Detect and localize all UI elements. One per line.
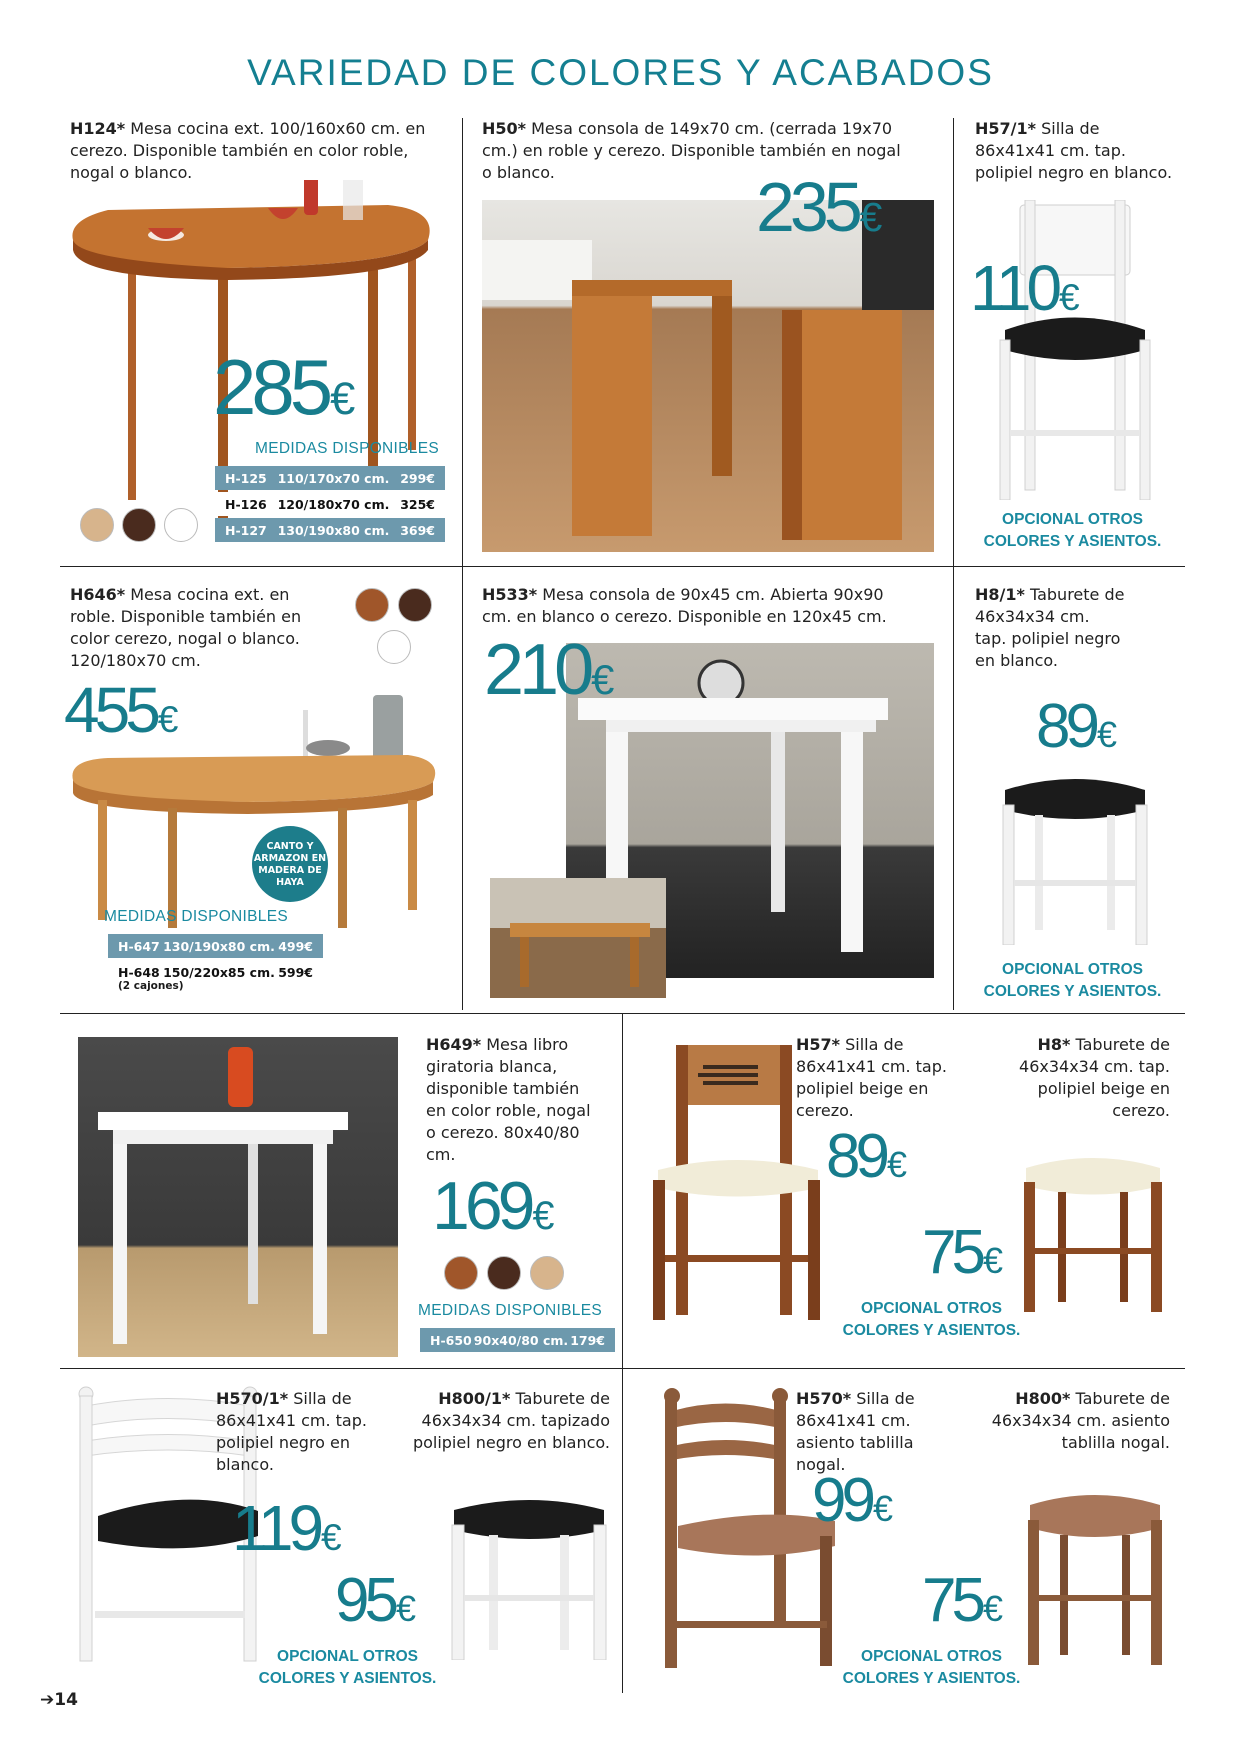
price-currency: €: [982, 1588, 1003, 1629]
price-value: 89: [1036, 692, 1095, 761]
product-code: H57/1*: [975, 119, 1036, 138]
color-swatch-walnut: [122, 508, 156, 542]
divider: [462, 118, 463, 1010]
price-currency: €: [1096, 714, 1117, 755]
optional-note-line: OPCIONAL OTROS: [1002, 511, 1143, 528]
product-desc-text: Mesa libro giratoria blanca, disponible también en color roble, nogal o cerezo. 80x40/80 cm.: [426, 1035, 591, 1164]
product-price: [213, 343, 356, 431]
color-swatch-oak: [530, 1256, 564, 1290]
product-description: [980, 1034, 1170, 1122]
price-currency: €: [330, 373, 356, 424]
product-desc-text: Mesa consola de 90x45 cm. Abierta 90x90 cm. en blanco o cerezo. Disponible en 120x45 cm.: [482, 585, 887, 626]
product-code: H800*: [1015, 1389, 1071, 1408]
measure-price: 325€: [400, 496, 435, 512]
measure-row: [215, 466, 445, 490]
feature-badge: CANTO Y ARMAZON EN MADERA DE HAYA: [252, 826, 328, 902]
product-code: H570/1*: [216, 1389, 289, 1408]
price-value: 235: [756, 168, 858, 246]
optional-note-line: COLORES Y ASIENTOS.: [842, 1322, 1021, 1339]
price-currency: €: [157, 698, 179, 740]
price-currency: €: [886, 1144, 907, 1185]
price-value: 75: [922, 1566, 981, 1635]
product-description: [410, 1388, 610, 1454]
product-price: [922, 1218, 1003, 1287]
product-desc-text: Mesa cocina ext. en roble. Disponible también en color cerezo, nogal o blanco. 120/180x70 cm.: [70, 585, 302, 670]
divider: [60, 566, 1185, 567]
optional-note-line: OPCIONAL OTROS: [861, 1300, 1002, 1317]
product-price: [922, 1566, 1003, 1635]
color-swatch-cherry: [444, 1256, 478, 1290]
product-code: H570*: [796, 1389, 852, 1408]
price-value: 110: [970, 252, 1058, 324]
product-code: H8/1*: [975, 585, 1025, 604]
price-value: 119: [232, 1492, 320, 1564]
product-price: [232, 1492, 342, 1564]
measure-row: [108, 934, 323, 958]
optional-note-line: OPCIONAL OTROS: [277, 1648, 418, 1665]
product-price: [432, 1168, 555, 1244]
measure-size: 130/190x80 cm.: [277, 522, 390, 538]
product-desc-text: Silla de 86x41x41 cm. tap. polipiel negro en blanco.: [216, 1389, 367, 1474]
measures-title: MEDIDAS DISPONIBLES: [104, 908, 288, 925]
measure-size: 130/190x80 cm.: [163, 938, 275, 954]
measure-size: 120/180x70 cm.: [277, 496, 390, 512]
measure-price: 369€: [400, 522, 435, 538]
product-description: [426, 1034, 601, 1166]
optional-note: [824, 1298, 1039, 1342]
price-value: 95: [335, 1566, 394, 1635]
measure-code: H-647: [118, 938, 160, 954]
page-title: VARIEDAD DE COLORES Y ACABADOS: [247, 52, 994, 93]
measure-size: 110/170x70 cm.: [277, 470, 390, 486]
optional-note: [965, 959, 1180, 1003]
divider: [60, 1368, 1185, 1369]
price-currency: €: [1059, 276, 1080, 318]
measure-price: 499€: [278, 938, 313, 954]
product-code: H50*: [482, 119, 527, 138]
product-description: [482, 584, 912, 628]
product-desc-text: Silla de 86x41x41 cm. tap. polipiel beige en cerezo.: [796, 1035, 947, 1120]
product-photo-console-open: [490, 878, 666, 998]
color-swatch-walnut: [398, 588, 432, 622]
product-code: H57*: [796, 1035, 841, 1054]
product-code: H800/1*: [438, 1389, 511, 1408]
measures-title: MEDIDAS DISPONIBLES: [255, 440, 439, 457]
product-code: H649*: [426, 1035, 482, 1054]
product-desc-text: Taburete de 46x34x34 cm. tap. polipiel negro en blanco.: [975, 585, 1125, 670]
product-desc-text: Silla de 86x41x41 cm. asiento tablilla nogal.: [796, 1389, 915, 1474]
color-swatch-oak: [80, 508, 114, 542]
price-currency: €: [982, 1240, 1003, 1281]
product-price: [812, 1466, 893, 1535]
product-description: [70, 584, 328, 672]
product-price: [484, 630, 615, 710]
product-code: H124*: [70, 119, 126, 138]
measure-size: 150/220x85 cm.: [163, 964, 275, 980]
product-code: H8*: [1037, 1035, 1071, 1054]
product-desc-text: Taburete de 46x34x34 cm. asiento tablilla nogal.: [991, 1389, 1170, 1452]
product-description: [975, 118, 1175, 184]
price-value: 455: [64, 674, 156, 746]
price-value: 285: [213, 343, 329, 431]
color-swatch-white: [377, 630, 411, 664]
product-price: [970, 252, 1080, 324]
product-desc-text: Mesa consola de 149x70 cm. (cerrada 19x70 cm.) en roble y cerezo. Disponible también en nogal o blanco.: [482, 119, 901, 182]
optional-note: [240, 1646, 455, 1690]
product-description: [796, 1388, 966, 1476]
product-desc-text: Taburete de 46x34x34 cm. tap. polipiel beige en cerezo.: [1019, 1035, 1170, 1120]
price-value: 210: [484, 630, 590, 710]
product-price: [826, 1122, 907, 1191]
product-desc-text: Taburete de 46x34x34 cm. tapizado polipiel negro en blanco.: [412, 1389, 610, 1452]
product-code: H646*: [70, 585, 126, 604]
measure-code: H-126: [225, 496, 267, 512]
product-photo-stool: [444, 1490, 614, 1660]
product-photo-chair: [995, 200, 1155, 500]
product-photo-table: [68, 690, 440, 930]
divider: [953, 118, 954, 1010]
optional-note: [824, 1646, 1039, 1690]
measure-row: [420, 1328, 615, 1352]
optional-note: [965, 509, 1180, 553]
page-number: ➔14: [40, 1690, 78, 1710]
optional-note-line: OPCIONAL OTROS: [861, 1648, 1002, 1665]
color-swatch-white: [164, 508, 198, 542]
product-price: [1036, 692, 1117, 761]
color-swatch-walnut: [487, 1256, 521, 1290]
optional-note-line: OPCIONAL OTROS: [1002, 961, 1143, 978]
measure-code: H-127: [225, 522, 267, 538]
price-currency: €: [532, 1194, 555, 1238]
price-currency: €: [872, 1488, 893, 1529]
measure-price: 299€: [400, 470, 435, 486]
optional-note-line: COLORES Y ASIENTOS.: [258, 1670, 437, 1687]
product-desc-text: Silla de 86x41x41 cm. tap. polipiel negro en blanco.: [975, 119, 1173, 182]
price-currency: €: [859, 194, 883, 240]
measure-code: H-125: [225, 470, 267, 486]
product-price: [335, 1566, 416, 1635]
price-value: 169: [432, 1168, 531, 1244]
product-photo-table: [78, 1037, 398, 1357]
measures-title: MEDIDAS DISPONIBLES: [418, 1302, 602, 1319]
optional-note-line: COLORES Y ASIENTOS.: [842, 1670, 1021, 1687]
product-description: [796, 1034, 956, 1122]
product-description: [975, 584, 1125, 672]
product-price: [756, 168, 883, 246]
measure-price: 179€: [570, 1332, 605, 1348]
price-value: 89: [826, 1122, 885, 1191]
product-photo-stool: [1018, 1148, 1168, 1313]
price-value: 75: [922, 1218, 981, 1287]
color-swatch-cherry: [355, 588, 389, 622]
product-description: [70, 118, 430, 184]
measure-row: [215, 492, 445, 516]
price-currency: €: [321, 1516, 342, 1558]
measure-code: H-650: [430, 1332, 472, 1348]
measure-code: H-648: [118, 964, 160, 980]
product-code: H533*: [482, 585, 538, 604]
price-currency: €: [395, 1588, 416, 1629]
price-value: 99: [812, 1466, 871, 1535]
product-photo-stool: [1020, 1480, 1170, 1665]
measure-note: (2 cajones): [118, 980, 184, 992]
product-description: [980, 1388, 1170, 1454]
optional-note-line: COLORES Y ASIENTOS.: [983, 983, 1162, 1000]
measure-size: 90x40/80 cm.: [473, 1332, 569, 1348]
product-description: [216, 1388, 386, 1476]
divider: [622, 1013, 623, 1693]
product-photo-stool: [995, 770, 1155, 945]
product-photo-console: [482, 200, 934, 552]
price-currency: €: [591, 656, 615, 703]
optional-note-line: COLORES Y ASIENTOS.: [983, 533, 1162, 550]
measure-row: [215, 518, 445, 542]
measure-price: 599€: [278, 964, 313, 980]
product-desc-text: Mesa cocina ext. 100/160x60 cm. en cerezo. Disponible también en color roble, nogal o blanco.: [70, 119, 426, 182]
